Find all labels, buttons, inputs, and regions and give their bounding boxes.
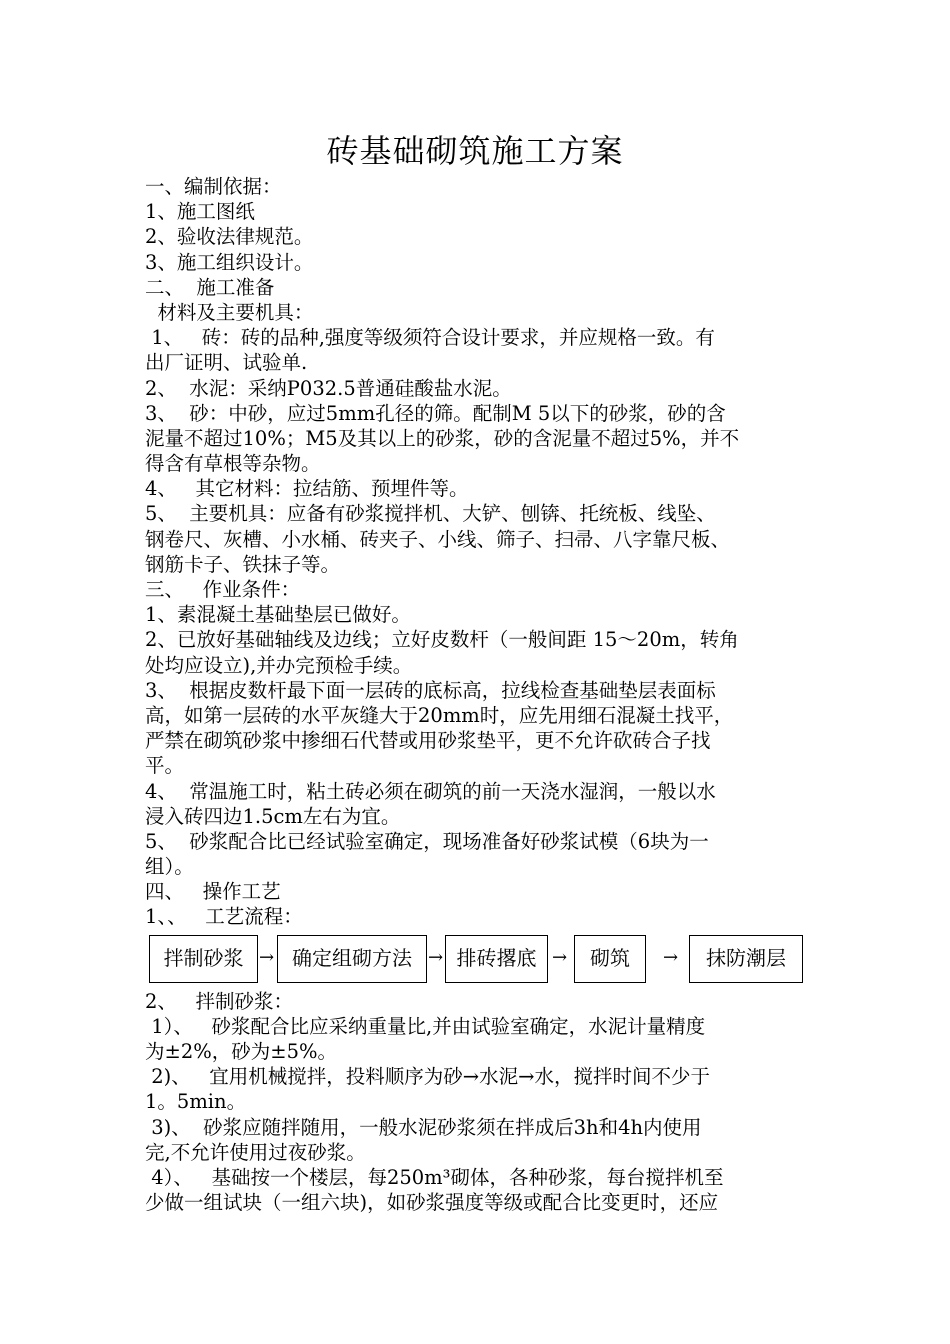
- text-line: 钢筋卡子、铁抹子等。: [145, 552, 341, 576]
- text-line: 为±2%，砂为±5%。: [145, 1040, 338, 1063]
- text-line: 出厂证明、试验单.: [145, 351, 308, 375]
- flow-step-determine-bond: 确定组砌方法: [277, 935, 427, 983]
- document-title: 砖基础砌筑施工方案: [326, 132, 624, 170]
- text-line: 1、素混凝土基础垫层已做好。: [145, 603, 411, 627]
- text-line: 2)、 宜用机械搅拌，投料顺序为砂→水泥→水，搅拌时间不少于: [145, 1065, 710, 1089]
- flow-arrow-icon: →: [259, 946, 275, 968]
- text-line: 浸入砖四边1.5cm左右为宜。: [145, 804, 401, 828]
- flow-step-masonry: 砌筑: [574, 935, 646, 983]
- text-line: 3、 根据皮数杆最下面一层砖的底标高，拉线检查基础垫层表面标: [145, 678, 716, 702]
- text-line: 得含有草根等杂物。: [145, 452, 321, 476]
- text-line: 1）、 砂浆配合比应采纳重量比,并由试验室确定，水泥计量精度: [145, 1014, 706, 1038]
- text-line: 2、 拌制砂浆：: [145, 989, 294, 1013]
- flow-arrow-icon: →: [552, 946, 568, 968]
- text-line: 1、施工图纸: [145, 200, 255, 224]
- text-line: 3、施工组织设计。: [145, 250, 314, 274]
- text-line: 泥量不超过10%；M5及其以上的砂浆，砂的含泥量不超过5%，并不: [145, 426, 740, 450]
- text-line: 平。: [145, 754, 185, 778]
- flow-arrow-icon: →: [428, 946, 444, 968]
- text-line: 2、 水泥：采纳P032.5普通硅酸盐水泥。: [145, 376, 512, 400]
- text-line: 2、验收法律规范。: [145, 225, 314, 249]
- text-line: 少做一组试块（一组六块)，如砂浆强度等级或配合比变更时，还应: [145, 1191, 719, 1215]
- text-line: 1。5min。: [145, 1090, 247, 1114]
- text-line: 1、 砖：砖的品种,强度等级须符合设计要求，并应规格一致。有: [145, 326, 715, 350]
- text-line: 材料及主要机具：: [145, 300, 314, 324]
- text-line: 1、、 工艺流程：: [145, 905, 303, 929]
- text-line: 钢卷尺、灰槽、小水桶、砖夹子、小线、筛子、扫帚、八字靠尺板、: [145, 527, 731, 551]
- text-section-bottom: [145, 989, 815, 1216]
- text-line: 4、 常温施工时，粘土砖必须在砌筑的前一天浇水湿润，一般以水: [145, 779, 716, 803]
- text-line: 4）、 基础按一个楼层，每250m³砌体，各种砂浆，每台搅拌机至: [145, 1165, 724, 1189]
- text-line: 严禁在砌筑砂浆中掺细石代替或用砂浆垫平，更不允许砍砖合子找: [145, 729, 711, 753]
- text-line: 4、 其它材料：拉结筋、预埋件等。: [145, 477, 469, 501]
- text-line: 二、 施工准备: [145, 275, 275, 299]
- text-line: 5、 主要机具：应备有砂浆搅拌机、大铲、刨锛、托统板、线坠、: [145, 502, 716, 526]
- flow-step-damp-proof: 抹防潮层: [689, 935, 803, 983]
- text-line: 高，如第一层砖的水平灰缝大于20mm时，应先用细石混凝土找平，: [145, 703, 734, 727]
- text-line: 2、已放好基础轴线及边线；立好皮数杆（一般间距 15～20m，转角: [145, 628, 739, 652]
- flow-arrow-icon: →: [663, 946, 679, 968]
- text-line: 3)、 砂浆应随拌随用，一般水泥砂浆须在拌成后3h和4h内使用: [145, 1115, 702, 1139]
- text-line: 3、 砂：中砂，应过5mm孔径的筛。配制M 5以下的砂浆，砂的含: [145, 401, 726, 425]
- flow-step-lay-bricks: 排砖撂底: [445, 935, 548, 983]
- text-line: 5、 砂浆配合比已经试验室确定，现场准备好砂浆试模（6块为一: [145, 829, 709, 853]
- process-flowchart: [145, 931, 815, 989]
- text-line: 一、编制依据：: [145, 175, 282, 198]
- document-body: [145, 174, 815, 1215]
- flow-step-mix-mortar: 拌制砂浆: [149, 935, 258, 983]
- text-line: 四、 操作工艺: [145, 880, 281, 904]
- text-line: 处均应设立),并办完预检手续。: [145, 653, 413, 677]
- text-line: 三、 作业条件：: [145, 578, 301, 601]
- text-section-top: [145, 174, 815, 930]
- text-line: 组）。: [145, 855, 194, 879]
- text-line: 完,不允许使用过夜砂浆。: [145, 1140, 366, 1164]
